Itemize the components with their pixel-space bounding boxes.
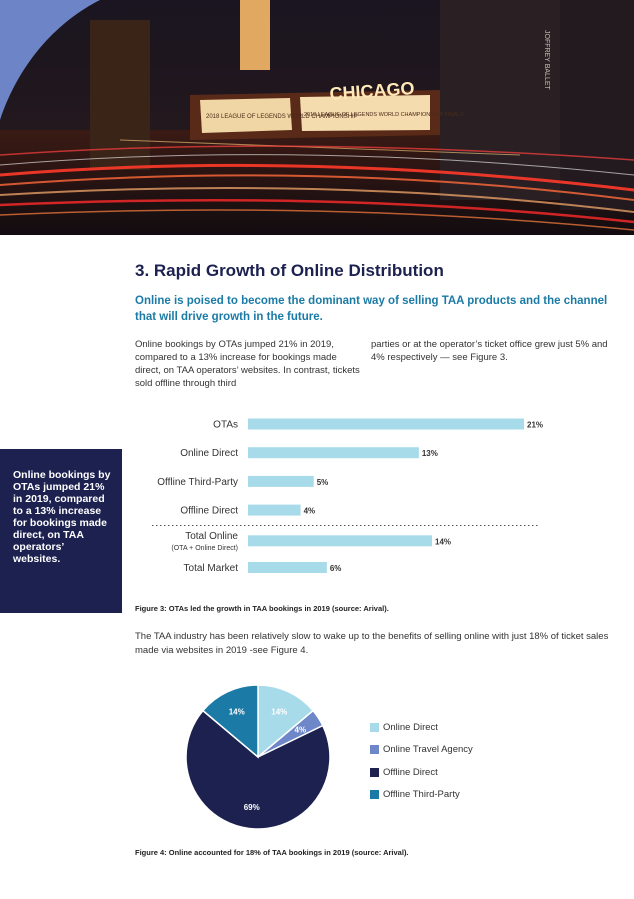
legend-swatch bbox=[370, 768, 379, 777]
bar-category-label: Total Online bbox=[185, 530, 238, 542]
figure-4-caption: Figure 4: Online accounted for 18% of TAA bookings in 2019 (source: Arival). bbox=[135, 848, 409, 857]
legend-swatch bbox=[370, 790, 379, 799]
bar-category-label: Online Direct bbox=[180, 448, 238, 460]
body-column-2: parties or at the operator’s ticket office grew just 5% and 4% respectively — see Figure 3. bbox=[371, 339, 608, 363]
bar bbox=[248, 535, 432, 546]
pie-slice-label: 69% bbox=[243, 803, 260, 813]
pie-slice-label: 4% bbox=[294, 725, 307, 735]
bar bbox=[248, 476, 314, 487]
bar-value-label: 5% bbox=[316, 477, 329, 487]
bar-category-label: Offline Third-Party bbox=[157, 476, 238, 488]
bar-value-label: 4% bbox=[303, 506, 316, 516]
body-paragraph-2: The TAA industry has been relatively slow to wake up to the benefits of selling online with just 18% of ticket sales made via websites in 2019 -see Figure 4. bbox=[135, 631, 609, 656]
section-subtitle: Online is poised to become the dominant way of selling TAA products and the channel that will drive growth in the future. bbox=[135, 295, 608, 323]
bar bbox=[248, 505, 301, 516]
bar bbox=[248, 562, 327, 573]
bar-category-label: OTAs bbox=[213, 419, 238, 431]
legend-label: Offline Third-Party bbox=[383, 789, 460, 801]
pie-legend bbox=[370, 716, 473, 806]
section-title: 3. Rapid Growth of Online Distribution bbox=[135, 261, 444, 280]
chicago-sign: CHICAGO bbox=[328, 78, 416, 104]
bar-chart bbox=[0, 410, 634, 590]
vertical-sign: JOFFREY BALLET bbox=[543, 30, 550, 90]
bar-value-label: 21% bbox=[527, 420, 544, 430]
pie-slice-label: 14% bbox=[271, 707, 288, 717]
bar-value-label: 6% bbox=[329, 564, 342, 573]
body-column-1: Online bookings by OTAs jumped 21% in 2019, compared to a 13% increase for bookings made direct, on TAA operators’ websites. In contrast, tickets sold offline through third bbox=[135, 339, 360, 389]
sidebar-quote: Online bookings by OTAs jumped 21% in 2019, compared to a 13% increase for bookings made direct, on TAA operators’ websites. bbox=[13, 469, 111, 565]
pie-chart bbox=[180, 680, 340, 840]
pie-slice-label: 14% bbox=[228, 707, 245, 717]
legend-swatch bbox=[370, 745, 379, 754]
legend-item bbox=[370, 784, 473, 807]
bar-category-sublabel: (OTA + Online Direct) bbox=[171, 544, 238, 552]
marquee-left-text: 2018 LEAGUE OF LEGENDS WORLD CHAMPIONSHIP bbox=[206, 114, 358, 120]
legend-swatch bbox=[370, 723, 379, 732]
bar bbox=[248, 419, 524, 430]
legend-label: Offline Direct bbox=[383, 766, 438, 778]
legend-label: Online Direct bbox=[383, 721, 438, 733]
bar-category-label: Offline Direct bbox=[180, 505, 238, 517]
legend-item bbox=[370, 739, 473, 762]
legend-item bbox=[370, 716, 473, 739]
bar-value-label: 14% bbox=[435, 537, 452, 547]
bar-value-label: 13% bbox=[421, 449, 438, 459]
bar bbox=[248, 447, 419, 458]
marquee-right-text: 2018 LEAGUE OF LEGENDS WORLD CHAMPIONSHIP FINALS bbox=[304, 112, 464, 118]
bar-category-label: Total Market bbox=[183, 563, 238, 574]
figure-3-caption: Figure 3: OTAs led the growth in TAA bookings in 2019 (source: Arival). bbox=[135, 604, 389, 613]
hero-photo bbox=[0, 0, 634, 235]
legend-item bbox=[370, 761, 473, 784]
legend-label: Online Travel Agency bbox=[383, 744, 473, 756]
